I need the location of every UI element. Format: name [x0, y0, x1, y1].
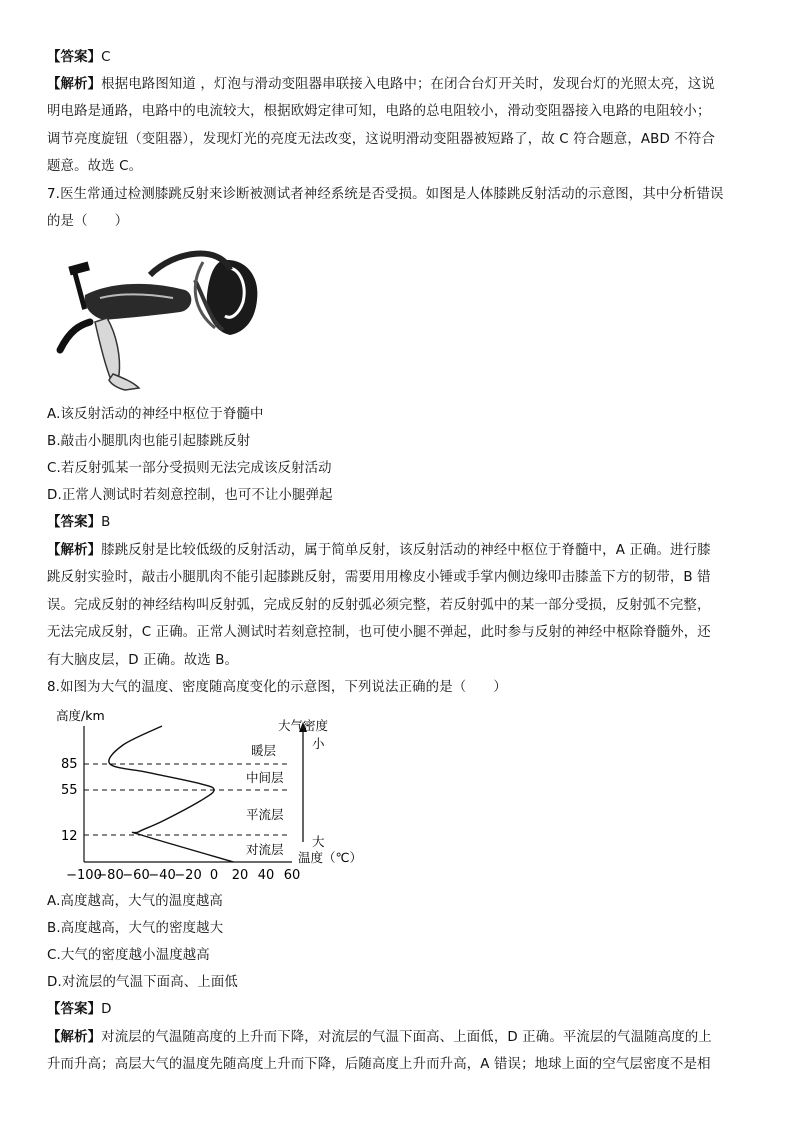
x-tick-label: −60	[122, 868, 150, 883]
x-tick-label: −40	[148, 868, 176, 883]
q6-analysis-line-4: 题意。故选 C。	[47, 159, 143, 174]
x-tick-label: 0	[209, 868, 219, 883]
q6-answer: C	[101, 50, 111, 65]
x-tick-label: −80	[96, 868, 124, 883]
q7-answer: B	[101, 515, 111, 530]
atmosphere-temperature-density-chart	[40, 704, 370, 884]
q8-option-a: A.高度越高，大气的温度越高	[47, 894, 223, 909]
q7-stem-line-1: 7.医生常通过检测膝跳反射来诊断被测试者神经系统是否受损。如图是人体膝跳反射活动的示意图，其中分析错误	[47, 187, 724, 202]
q6-analysis-text: 根据电路图知道 ，灯泡与滑动变阻器串联接入电路中；在闭合台灯开关时，发现台灯的光照太亮，这说	[101, 77, 715, 92]
q6-analysis-line-2: 明电路是通路，电路中的电流较大，根据欧姆定律可知，电路的总电阻较小，滑动变阻器接入电路的电阻较小；	[47, 104, 711, 119]
x-tick-label: 20	[231, 868, 249, 883]
q7-option-c: C.若反射弧某一部分受损则无法完成该反射活动	[47, 461, 332, 476]
q8-analysis-text: 对流层的气温随高度的上升而下降，对流层的气温下面高、上面低，D 正确。平流层的气温随高度的上	[101, 1030, 712, 1045]
x-axis-label: 温度（℃）	[298, 850, 363, 865]
knee-reflex-illustration	[55, 240, 267, 395]
temperature-curve	[109, 726, 234, 862]
q6-answer-line	[47, 48, 747, 68]
q6-analysis-line-1	[47, 75, 747, 95]
q8-analysis-line-1	[47, 1028, 747, 1048]
layer-label-thermosphere: 暖层	[251, 743, 277, 758]
y-tick-55: 55	[61, 783, 78, 798]
y-axis-label: 高度/km	[56, 708, 105, 723]
q7-option-b: B.敲击小腿肌肉也能引起膝跳反射	[47, 434, 251, 449]
q7-option-d: D.正常人测试时若刻意控制，也可不让小腿弹起	[47, 488, 333, 503]
q7-analysis-line-2: 跳反射实验时，敲击小腿肌肉不能引起膝跳反射，需要用用橡皮小锤或手掌内侧边缘叩击膝盖下方的韧带，B 错	[47, 570, 711, 585]
q6-analysis-line-3: 调节亮度旋钮（变阻器），发现灯光的亮度无法改变，这说明滑动变阻器被短路了，故 C 符合题意，ABD 不符合	[47, 132, 715, 147]
q7-analysis-line-1	[47, 541, 747, 561]
density-small-label: 小	[312, 736, 325, 751]
q7-analysis-line-5: 有大脑皮层，D 正确。故选 B。	[47, 653, 239, 668]
analysis-tag: 【解析】	[47, 1030, 102, 1045]
q8-analysis-line-2: 升而升高；高层大气的温度先随高度上升而下降，后随高度上升而升高，A 错误；地球上面的空气层密度不是相	[47, 1057, 711, 1072]
q7-answer-line	[47, 513, 747, 533]
q7-option-a: A.该反射活动的神经中枢位于脊髓中	[47, 407, 264, 422]
x-tick-label: 60	[283, 868, 301, 883]
x-tick-label: 40	[257, 868, 275, 883]
analysis-tag: 【解析】	[47, 543, 102, 558]
q7-analysis-text: 膝跳反射是比较低级的反射活动，属于简单反射，该反射活动的神经中枢位于脊髓中，A 正确。进行膝	[101, 543, 711, 558]
q8-answer: D	[101, 1002, 112, 1017]
answer-tag: 【答案】	[47, 515, 102, 530]
q7-analysis-line-4: 无法完成反射，C 正确。正常人测试时若刻意控制，也可使小腿不弹起，此时参与反射的神经中枢除脊髓外，还	[47, 625, 711, 640]
q7-stem-line-2: 的是（ ）	[47, 214, 129, 229]
q8-option-d: D.对流层的气温下面高、上面低	[47, 975, 238, 990]
x-tick-label: −100	[66, 868, 102, 883]
q8-stem: 8.如图为大气的温度、密度随高度变化的示意图，下列说法正确的是（ ）	[47, 680, 507, 695]
analysis-tag: 【解析】	[47, 77, 102, 92]
y-tick-85: 85	[61, 757, 78, 772]
q8-option-c: C.大气的密度越小温度越高	[47, 948, 210, 963]
q8-answer-line	[47, 1000, 747, 1020]
layer-label-mesosphere: 中间层	[246, 770, 284, 785]
q7-analysis-line-3: 误。完成反射的神经结构叫反射弧，完成反射的反射弧必须完整，若反射弧中的某一部分受损，反射弧不完整，	[47, 598, 711, 613]
x-tick-label: −20	[174, 868, 202, 883]
answer-tag: 【答案】	[47, 50, 102, 65]
density-label: 大气密度	[278, 718, 329, 733]
layer-label-troposphere: 对流层	[246, 842, 284, 857]
layer-label-stratosphere: 平流层	[246, 807, 284, 822]
q8-option-b: B.高度越高，大气的密度越大	[47, 921, 224, 936]
y-tick-12: 12	[61, 829, 78, 844]
density-large-label: 大	[312, 834, 325, 849]
answer-tag: 【答案】	[47, 1002, 102, 1017]
